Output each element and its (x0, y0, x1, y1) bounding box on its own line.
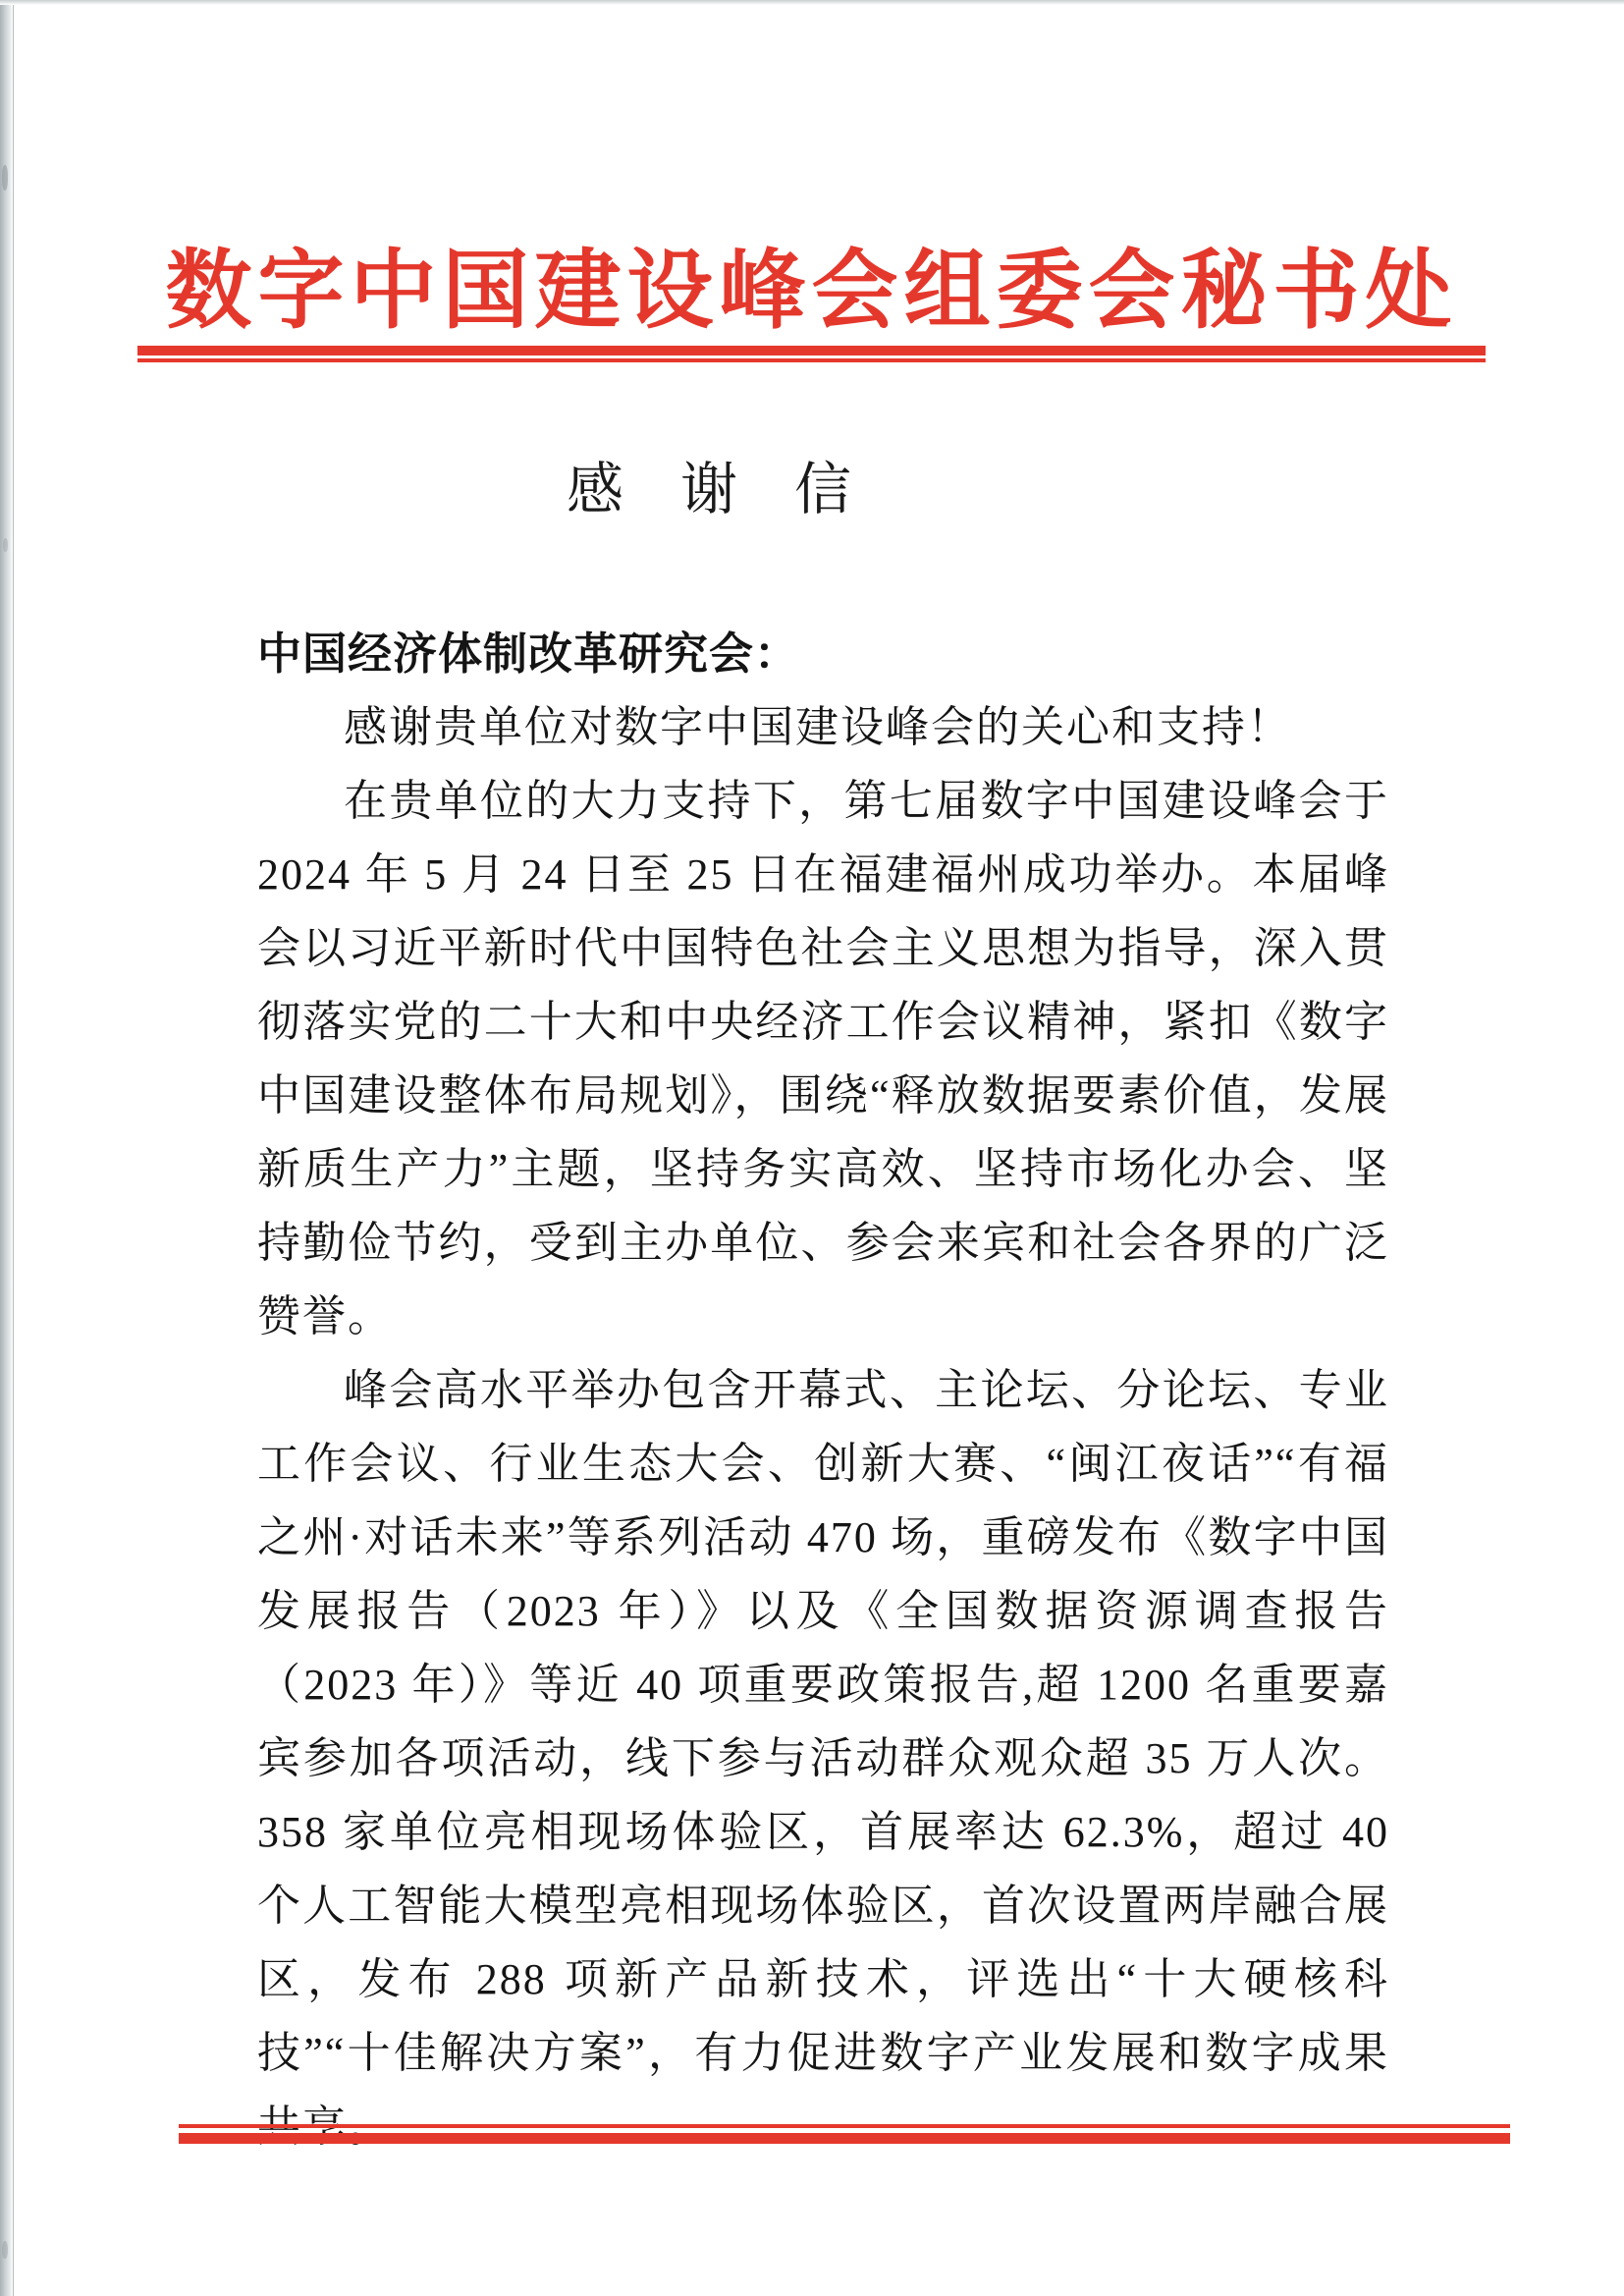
salutation: 中国经济体制改革研究会： (257, 629, 800, 679)
letterhead-rule (137, 346, 1486, 362)
letter-body (257, 617, 1389, 2163)
scan-smudge (2, 2241, 8, 2259)
scan-smudge (3, 538, 8, 552)
scan-edge-left (0, 0, 14, 2296)
letterhead-title: 数字中国建设峰会组委会秘书处 (165, 245, 1458, 340)
paragraph-summit-overview: 在贵单位的大力支持下，第七届数字中国建设峰会于 2024 年 5 月 24 日至 25 日在福建福州成功举办。本届峰会以习近平新时代中国特色社会主义思想为指导，深入贯彻落实党的二十大和中央经济工作会议精神，紧扣《数字中国建设整体布局规划》，围绕“释放数据要素价值，发展新质生产力”主题，坚持务实高效、坚持市场化办会、坚持勤俭节约，受到主办单位、参会来宾和社会各界的广泛赞誉。 (257, 777, 1389, 1340)
paragraph-summit-achievements: 峰会高水平举办包含开幕式、主论坛、分论坛、专业工作会议、行业生态大会、创新大赛、“闽江夜话”“有福之州·对话未来”等系列活动 470 场，重磅发布《数字中国发展报告（2023 年）》以及《全国数据资源调查报告（2023 年）》等近 40 项重要政策报告,超 1200 名重要嘉宾参加各项活动，线下参与活动群众观众超 35 万人次。358 家单位亮相现场体验区，首展率达 62.3%，超过 40 个人工智能大模型亮相现场体验区，首次设置两岸融合展区，发布 288 项新产品新技术，评选出“十大硬核科技”“十佳解决方案”，有力促进数字产业发展和数字成果共享。 (257, 1366, 1389, 2151)
paragraph-thanks: 感谢贵单位对数字中国建设峰会的关心和支持！ (344, 703, 1292, 751)
letter-title: 感谢信 (567, 458, 909, 521)
scan-edge-top (0, 0, 1624, 5)
footer-rule (179, 2124, 1510, 2144)
scan-smudge (2, 165, 8, 191)
